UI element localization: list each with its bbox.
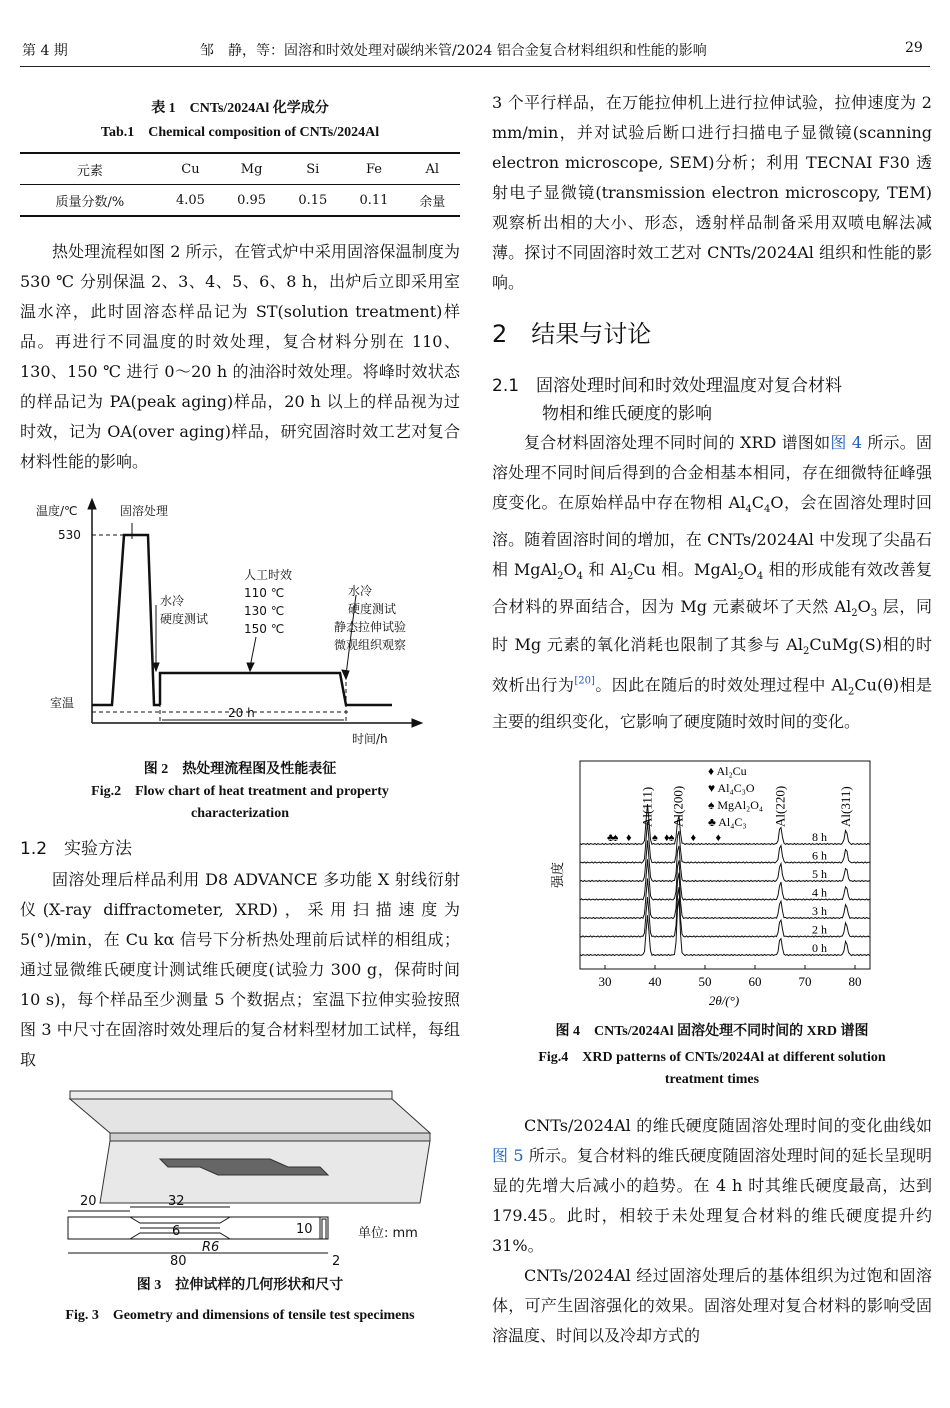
fig2-micro: 微观组织观察 <box>334 638 407 652</box>
xrd-phase-marker: ♠ <box>652 832 658 845</box>
table-cell: 质量分数/% <box>55 194 125 210</box>
fig3-dim-80: 80 <box>170 1254 187 1269</box>
fig2-x-label: 时间/h <box>352 732 388 746</box>
fig2-y-label: 温度/℃ <box>36 504 78 518</box>
fig5-link[interactable]: 图 5 <box>492 1146 524 1166</box>
xrd-peak-label: Al(200) <box>670 786 686 828</box>
fig2-caption-cn: 图 2 热处理流程图及性能表征 <box>143 762 337 777</box>
fig2-hard1: 硬度测试 <box>160 612 209 626</box>
fig3-unit: 单位: mm <box>358 1226 418 1241</box>
section-2-1-heading-line1: 2.1 固溶处理时间和时效处理温度对复合材料 <box>492 376 843 396</box>
xrd-phase-marker: ♦ <box>664 832 670 845</box>
fig2-room-label: 室温 <box>50 696 75 710</box>
fig2-caption-en2: characterization <box>191 806 289 821</box>
table-header-cell: 元素 <box>76 163 103 179</box>
paragraph-method: 固溶处理后样品利用 D8 ADVANCE 多功能 X 射线衍射仪(X-ray diffractometer, XRD)，采用扫描速度为 5(°)/min，在 Cu kα 信号下分析热处理前后试样的相组成；通过显微维氏硬度计测试维氏硬度(试验力 300 g，保荷时间 10 s)，每个样品至少测量 5 个数据点；室温下拉伸实验按照图 3 中尺寸在固溶时效处理后的复合材料型材加工试样，每组取 <box>20 870 460 1069</box>
fig2-aging: 人工时效 <box>244 568 293 582</box>
citation-20[interactable]: [20] <box>574 675 595 687</box>
page-header <box>0 0 950 64</box>
fig4-caption-en2: treatment times <box>664 1072 760 1088</box>
xrd-phase-marker: ♠ <box>612 832 619 845</box>
fig3-dim-10: 10 <box>296 1222 313 1237</box>
table-cell: 4.05 <box>175 192 205 208</box>
table-header-cell: Cu <box>181 161 200 177</box>
xrd-tick-label: 70 <box>798 974 812 990</box>
xrd-peak-label: Al(311) <box>838 786 853 828</box>
xrd-series-label: 4 h <box>812 885 827 900</box>
fig2-t150: 150 ℃ <box>244 622 285 636</box>
paragraph-hardness: CNTs/2024Al 的维氏硬度随固溶处理时间的变化曲线如图 5 所示。复合材料的维氏硬度随固溶处理时间的延长呈现明显的先增大后减小的趋势。在 4 h 时其维氏硬度最高，达到 179.45。此时，相较于未处理复合材料的维氏硬度提升约 31%。 <box>492 1116 932 1256</box>
paragraph-heat-treatment: 热处理流程如图 2 所示，在管式炉中采用固溶保温制度为 530 ℃ 分别保温 2、3、4、5、6、8 h，出炉后立即采用室温水淬，此时固溶态样品记为 ST(solution treatment)样品。再进行不同温度的时效处理，复合材料分别在 110、130、150 ℃ 进行 0～20 h 的油浴时效处理。将峰时效状态的样品记为 PA(peak aging)样品，20 h 以上的样品视为过时效，记为 OA(over aging)样品，研究固溶时效工艺对复合材料性能的影响。 <box>20 242 460 471</box>
paragraph-xrd: 复合材料固溶处理不同时间的 XRD 谱图如图 4 所示。固溶处理不同时间后得到的合金相基本相同，存在细微特征峰强度变化。在原始样品中存在物相 $Al_4C_4O$，会在固溶处理时回溶。随着固溶时间的增加，在 CNTs/2024Al 中发现了尖晶石相 $MgAl_2O_4$ 和 $Al_2Cu$ 相。$MgAl_2O_4$ 相的形成能有效改善复合材料的界面结合，因为 Mg 元素破坏了天然 $Al_2O_3$ 层，同时 Mg 元素的氧化消耗也限制了其参与 $Al_2CuMg(S)$相的时效析出行为[20]。因此在随后的时效处理过程中 $Al_2Cu(\theta)$相是主要的组织变化，它影响了硬度随时效时间的变化。 <box>492 433 932 732</box>
xrd-series-label: 2 h <box>812 922 827 937</box>
composition-table <box>20 152 460 217</box>
section-1-2-heading: 1.2 实验方法 <box>20 839 133 859</box>
table-row <box>20 185 460 217</box>
xrd-series-label: 5 h <box>812 867 827 882</box>
table-cell: 余量 <box>419 194 446 210</box>
xrd-phase-marker: ♠ <box>668 832 675 845</box>
fig2-duration: 20 h <box>228 706 255 720</box>
fig3-caption-cn: 图 3 拉伸试样的几何形状和尺寸 <box>136 1278 344 1293</box>
xrd-phase-marker: ♣ <box>607 832 615 845</box>
table-header-cell: Al <box>425 161 440 177</box>
xrd-chart <box>492 755 932 1017</box>
table-header-row <box>20 153 460 185</box>
header-rule <box>20 66 930 67</box>
fig4-caption-cn: 图 4 CNTs/2024Al 固溶处理不同时间的 XRD 谱图 <box>555 1024 869 1040</box>
table-header-cell: Mg <box>240 161 263 177</box>
xrd-series-label: 0 h <box>812 941 827 956</box>
xrd-x-label: 2θ/(°) <box>708 993 740 1009</box>
section-2-heading: 2 结果与讨论 <box>492 320 652 348</box>
xrd-phase-marker: ♦ <box>690 832 697 845</box>
fig2-water1: 水冷 <box>160 594 185 608</box>
fig3-dim-32: 32 <box>168 1194 185 1209</box>
xrd-legend-item: ♠ MgAl₂O₄ <box>708 798 764 813</box>
page-number: 29 <box>905 40 923 56</box>
fig4-link[interactable]: 图 4 <box>830 433 863 452</box>
xrd-peak-label: Al(111) <box>639 787 655 828</box>
xrd-phase-marker: ♦ <box>626 832 632 845</box>
tensile-specimen-diagram <box>20 1083 460 1273</box>
fig3-dim-2: 2 <box>332 1254 341 1269</box>
xrd-peak-label: Al(220) <box>772 786 788 828</box>
xrd-y-label: 强度 <box>550 862 565 889</box>
xrd-tick-label: 80 <box>848 974 862 990</box>
table-cell: 0.95 <box>237 192 267 208</box>
fig2-water2: 水冷 <box>348 584 373 598</box>
section-2-1-heading-line2: 物相和维氏硬度的影响 <box>542 404 712 424</box>
xrd-series-label: 3 h <box>812 904 827 919</box>
table1-caption-en: Tab.1 Chemical composition of CNTs/2024Al <box>100 125 380 140</box>
fig3-radius: R6 <box>202 1240 220 1255</box>
fig3-dim-6: 6 <box>172 1224 181 1239</box>
table1-caption-cn: 表 1 CNTs/2024Al 化学成分 <box>151 101 329 116</box>
xrd-tick-label: 30 <box>598 974 612 990</box>
table-cell: 0.15 <box>298 192 328 208</box>
xrd-tick-label: 40 <box>648 974 662 990</box>
xrd-legend-item: ♦ Al₂Cu <box>708 764 747 779</box>
fig3-dim-20: 20 <box>80 1194 97 1209</box>
fig2-t110: 110 ℃ <box>244 586 285 600</box>
xrd-tick-label: 60 <box>748 974 762 990</box>
xrd-tick-label: 50 <box>698 974 712 990</box>
fig2-t130: 130 ℃ <box>244 604 285 618</box>
fig2-530-label: 530 <box>58 528 81 542</box>
fig3-caption-en: Fig. 3 Geometry and dimensions of tensile test specimens <box>65 1308 415 1323</box>
left-column <box>20 76 460 1327</box>
xrd-phase-marker: ♦ <box>715 832 722 845</box>
fig2-hard2: 硬度测试 <box>348 602 397 616</box>
xrd-series-label: 8 h <box>812 830 827 845</box>
running-title: 邹 静，等：固溶和时效处理对碳纳米管/2024 铝合金复合材料组织和性能的影响 <box>200 43 707 59</box>
right-column <box>492 88 932 1351</box>
paragraph-methods-cont: 3 个平行样品，在万能拉伸机上进行拉伸试验，拉伸速度为 2 mm/min，并对试验后断口进行扫描电子显微镜(scanning electron microscope, SEM)分析；利用 TECNAI F30 透射电子显微镜(transmission electron microscopy, TEM)观察析出相的大小、形态，透射样品制备采用双喷电解法减薄。探讨不同固溶时效工艺对 CNTs/2024Al 组织和性能的影响。 <box>492 93 932 292</box>
table-cell: 0.11 <box>359 192 389 208</box>
xrd-legend-item: ♥ Al₄C₃O <box>708 781 755 796</box>
fig4-caption-en1: Fig.4 XRD patterns of CNTs/2024Al at different solution <box>538 1050 886 1066</box>
xrd-legend-item: ♣ Al₄C₃ <box>708 815 747 830</box>
table-header-cell: Si <box>306 161 320 177</box>
fig2-solution-label: 固溶处理 <box>120 504 169 518</box>
fig2-tensile: 静态拉伸试验 <box>334 620 407 634</box>
xrd-series-label: 6 h <box>812 848 827 863</box>
issue-number: 第 4 期 <box>22 43 68 59</box>
paragraph-solution: CNTs/2024Al 经过固溶处理后的基体组织为过饱和固溶体，可产生固溶强化的效果。固溶处理对复合材料的影响受固溶温度、时间以及冷却方式的 <box>492 1266 932 1346</box>
fig2-caption-en1: Fig.2 Flow chart of heat treatment and property <box>91 784 389 799</box>
table-header-cell: Fe <box>365 161 382 177</box>
heat-treatment-diagram <box>20 495 460 757</box>
